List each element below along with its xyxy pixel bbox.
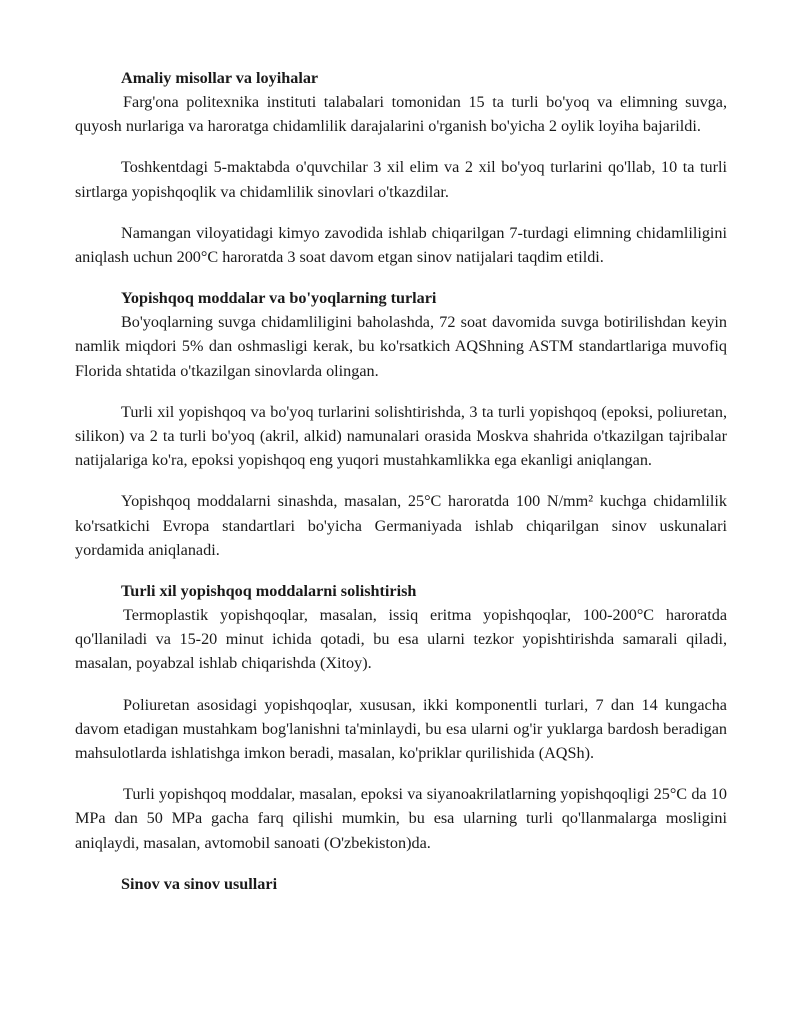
section-heading: Sinov va sinov usullari [121,874,278,893]
section-sinov-usullari [75,872,727,896]
section-heading: Amaliy misollar va loyihalar [121,69,319,87]
paragraph: Poliuretan asosidagi yopishqoqlar, xususan, ikki komponentli turlari, 7 dan 14 kungacha davom etadigan mustahkam bog'lanishni ta'minlaydi, bu esa ularni og'ir yuklarga bardosh beradigan mahsulotlarda ishlatishga imkon beradi, masalan, ko'priklar qurilishida (AQSh). [75,695,727,763]
paragraph: Yopishqoq moddalarni sinashda, masalan, 25°C haroratda 100 N/mm² kuchga chidamlilik ko'rsatkichi Evropa standartlari bo'yicha Germaniyada ishlab chiqarilgan sinov uskunalari yordamida aniqlanadi. [75,492,727,559]
paragraph: Turli xil yopishqoq va bo'yoq turlarini solishtirishda, 3 ta turli yopishqoq (epoksi, poliuretan, silikon) va 2 ta turli bo'yoq (akril, alkid) namunalari orasida Moskva shahrida o'tkazilgan tajribalar natijalariga ko'ra, epoksi yopishqoq eng yuqori mustahkamlikka ega ekanligi aniqlangan. [75,402,727,470]
paragraph: Farg'ona politexnika instituti talabalari tomonidan 15 ta turli bo'yoq va elimning suvga, quyosh nurlariga va haroratga chidamlilik darajalarini o'rganish bo'yicha 2 oylik loyiha bajarildi. [75,93,727,136]
section-amaliy-misollar [75,66,727,269]
paragraph: Bo'yoqlarning suvga chidamliligini baholashda, 72 soat davomida suvga botirilishdan keyin namlik miqdori 5% dan oshmasligi kerak, bu ko'rsatkich AQShning ASTM standartlariga muvofiq Florida shtatida o'tkazilgan sinovlarda olingan. [75,313,727,380]
document-page [75,66,727,896]
section-heading: Turli xil yopishqoq moddalarni solishtirish [121,582,417,601]
section-yopishqoq-turlari [75,286,727,562]
paragraph: Turli yopishqoq moddalar, masalan, epoksi va siyanoakrilatlarning yopishqoqligi 25°C da 10 MPa dan 50 MPa gacha farq qilishi mumkin, bu esa ularning turli qo'llanmalarga mosligini aniqlaydi, masalan, avtomobil sanoati (O'zbekiston)da. [75,785,727,852]
paragraph: Namangan viloyatidagi kimyo zavodida ishlab chiqarilgan 7-turdagi elimning chidamliligini aniqlash uchun 200°C haroratda 3 soat davom etgan sinov natijalari taqdim etildi. [75,223,727,267]
section-solishtirish [75,579,727,855]
section-heading: Yopishqoq moddalar va bo'yoqlarning turlari [121,289,437,308]
paragraph: Toshkentdagi 5-maktabda o'quvchilar 3 xil elim va 2 xil bo'yoq turlarini qo'llab, 10 ta turli sirtlarga yopishqoqlik va chidamlilik sinovlari o'tkazdilar. [75,158,727,201]
paragraph: Termoplastik yopishqoqlar, masalan, issiq eritma yopishqoqlar, 100-200°C haroratda qo'llaniladi va 15-20 minut ichida qotadi, bu esa ularni tezkor yopishtirishda samarali qiladi, masalan, poyabzal ishlab chiqarishda (Xitoy). [75,606,727,673]
